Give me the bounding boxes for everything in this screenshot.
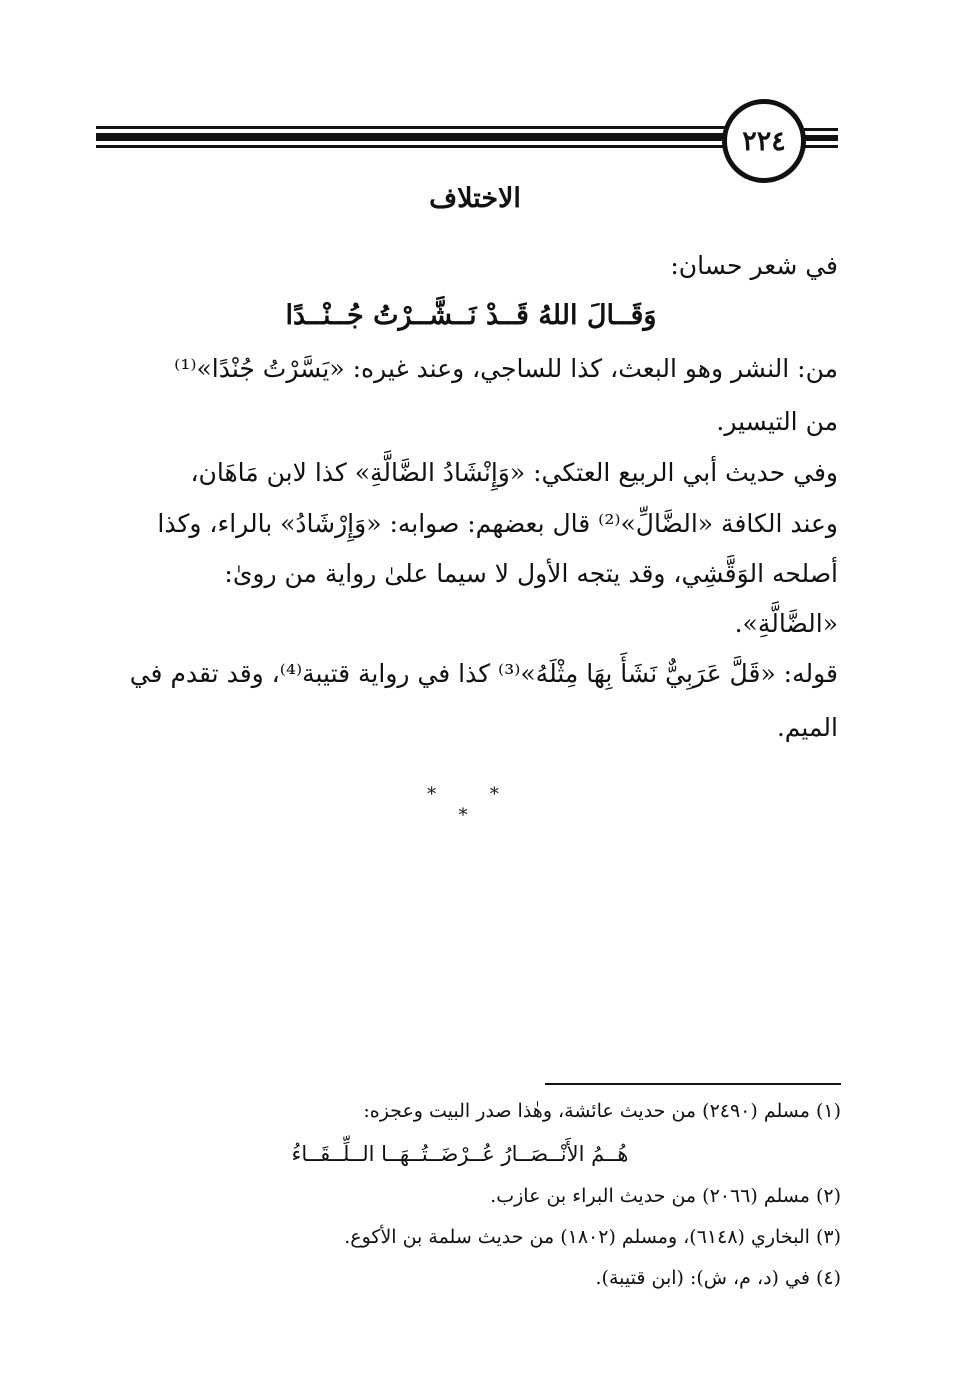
body-line: من: النشر وهو البعث، كذا للساجي، وعند غيره: «يَسَّرْتُ جُنْدًا»⁽¹⁾: [174, 354, 838, 383]
body-line: في شعر حسان:: [670, 251, 838, 280]
body-line: قوله: «قَلَّ عَرَبِيٌّ نَشَأَ بِهَا مِثْلَهُ»⁽³⁾ كذا في رواية قتيبة⁽⁴⁾، وقد تقدم في: [129, 659, 838, 688]
body-line: «الضَّالَّةِ».: [734, 609, 838, 638]
header-rule: [96, 126, 736, 129]
body-line: وعند الكافة «الضَّالِّ»⁽²⁾ قال بعضهم: صوابه: «وَإِرْشَادُ» بالراء، وكذا: [157, 509, 838, 538]
header-rule-tail: [800, 128, 838, 131]
footnote-2: (٢) مسلم (٢٠٦٦) من حديث البراء بن عازب.: [490, 1185, 841, 1207]
chapter-title: الاختلاف: [429, 183, 521, 214]
footnote-rule: [545, 1083, 841, 1085]
page-number: ٢٢٤: [722, 99, 806, 183]
footnote-1: (١) مسلم (٢٤٩٠) من حديث عائشة، وهٰذا صدر البيت وعجزه:: [363, 1100, 841, 1122]
footnote-3: (٣) البخاري (٦١٤٨)، ومسلم (١٨٠٢) من حديث سلمة بن الأكوع.: [344, 1226, 841, 1248]
verse-line: وَقَــالَ اللهُ قَــدْ نَــشَّــرْتُ جُــنْــدًا: [285, 300, 657, 331]
header-rule: [96, 145, 736, 148]
footnote-1-verse: هُــمُ الأَنْــصَــارُ عُــرْضَــتُــهَــا الــلِّــقَــاءُ: [291, 1142, 629, 1166]
body-line: الميم.: [776, 713, 838, 742]
header-rule: [96, 133, 736, 141]
body-line: أصلحه الوَقَّشِي، وقد يتجه الأول لا سيما علىٰ رواية من روىٰ:: [224, 559, 838, 588]
body-line: من التيسير.: [716, 407, 838, 436]
body-line: وفي حديث أبي الربيع العتكي: «وَإِنْشَادُ الضَّالَّةِ» كذا لابن مَاهَان،: [190, 458, 838, 487]
section-separator: * * *: [427, 784, 523, 826]
footnote-4: (٤) في (د، م، ش): (ابن قتيبة).: [595, 1267, 841, 1289]
